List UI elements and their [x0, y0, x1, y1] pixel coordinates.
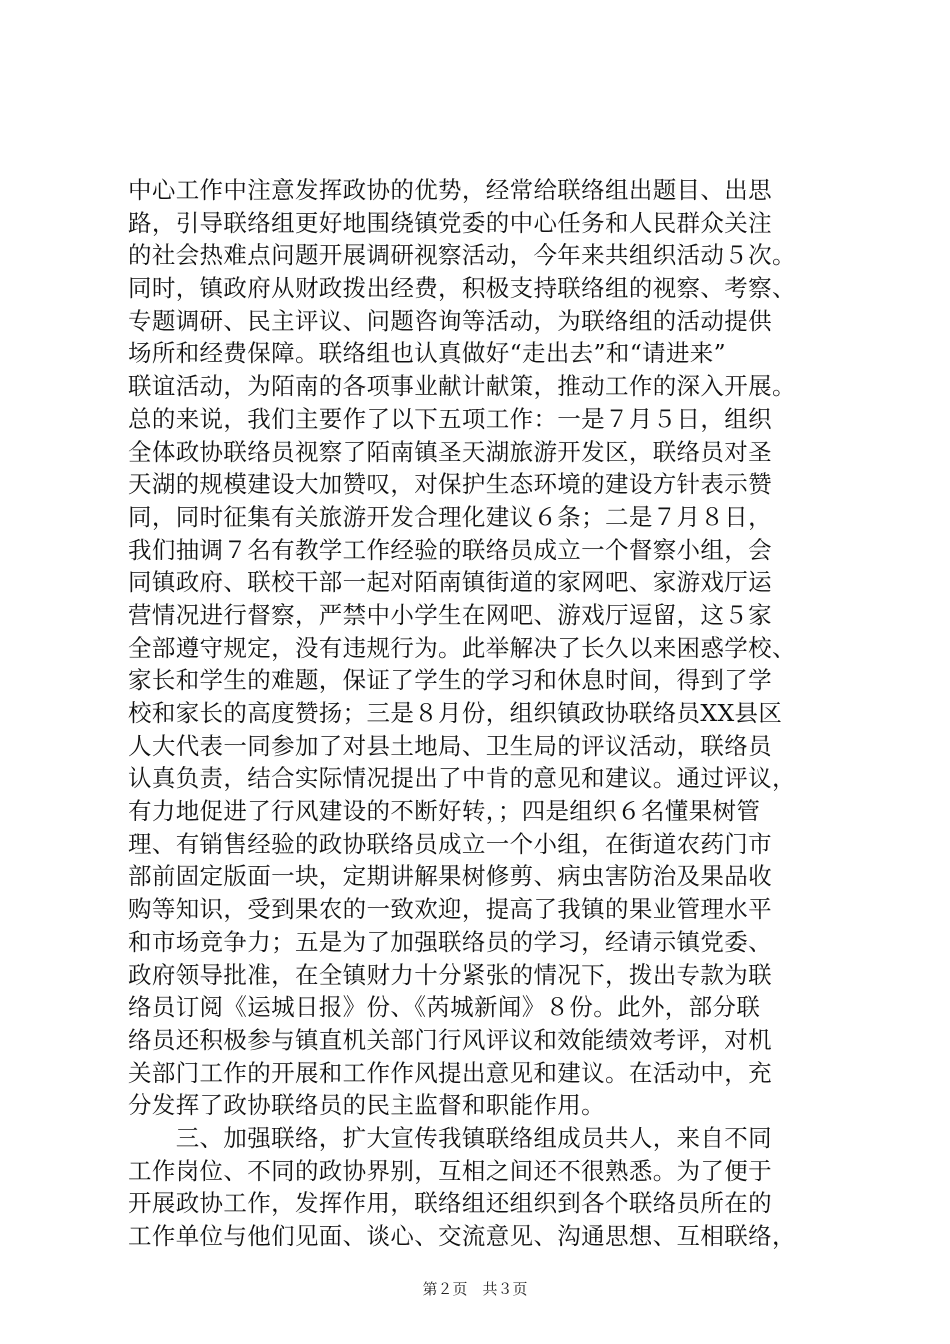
text-line: 全体政协联络员视察了陌南镇圣天湖旅游开发区，联络员对圣 — [128, 437, 772, 466]
text-line: 中心工作中注意发挥政协的优势，经常给联络组出题目、出思 — [128, 176, 772, 204]
text-line: 有力地促进了行风建设的不断好转，；四是组织６名懂果树管 — [128, 797, 761, 826]
text-line: 三、加强联络，扩大宣传我镇联络组成员共人，来自不同 — [128, 1123, 772, 1152]
text-line: 络员还积极参与镇直机关部门行风评议和效能绩效考评，对机 — [128, 1025, 772, 1054]
text-line: 全部遵守规定，没有违规行为。此举解决了长久以来困惑学校、 — [128, 633, 796, 662]
text-line: 分发挥了政协联络员的民主监督和职能作用。 — [128, 1091, 605, 1120]
text-line: 家长和学生的难题，保证了学生的学习和休息时间，得到了学 — [128, 666, 772, 695]
text-line: 理、有销售经验的政协联络员成立一个小组，在街道农药门市 — [128, 829, 772, 858]
text-line: 同时，镇政府从财政拨出经费，积极支持联络组的视察、考察、 — [128, 274, 796, 303]
text-line: 专题调研、民主评议、问题咨询等活动，为联络组的活动提供 — [128, 306, 772, 335]
text-line: 部前固定版面一块，定期讲解果树修剪、病虫害防治及果品收 — [128, 862, 772, 891]
text-line: 络员订阅《运城日报》份、《芮城新闻》８份。此外，部分联 — [128, 993, 761, 1022]
text-line: 工作岗位、不同的政协界别，互相之间还不很熟悉。为了便于 — [128, 1156, 772, 1185]
text-line: 人大代表一同参加了对县土地局、卫生局的评议活动，联络员 — [128, 731, 772, 760]
text-line: 联谊活动，为陌南的各项事业献计献策，推动工作的深入开展。 — [128, 372, 796, 401]
text-line: 认真负责，结合实际情况提出了中肯的意见和建议。通过评议， — [128, 764, 796, 793]
page-number-footer: 第２页 共３页 — [422, 1280, 528, 1298]
text-line: 和市场竞争力；五是为了加强联络员的学习，经请示镇党委、 — [128, 927, 772, 956]
text-line: 同，同时征集有关旅游开发合理化建议６条；二是７月８日， — [128, 502, 772, 531]
text-line: 路，引导联络组更好地围绕镇党委的中心任务和人民群众关注 — [128, 208, 772, 237]
text-line: 同镇政府、联校干部一起对陌南镇街道的家网吧、家游戏厅运 — [128, 568, 772, 597]
text-line: 我们抽调７名有教学工作经验的联络员成立一个督察小组，会 — [128, 535, 772, 564]
body-text — [128, 174, 840, 1253]
text-line: 营情况进行督察，严禁中小学生在网吧、游戏厅逗留，这５家 — [128, 600, 772, 629]
text-line: 政府领导批准，在全镇财力十分紧张的情况下，拨出专款为联 — [128, 960, 772, 989]
text-line: 购等知识，受到果农的一致欢迎，提高了我镇的果业管理水平 — [128, 895, 772, 924]
text-line: 天湖的规模建设大加赞叹，对保护生态环境的建设方针表示赞 — [128, 470, 772, 499]
text-line: 的社会热难点问题开展调研视察活动，今年来共组织活动５次。 — [128, 241, 796, 270]
text-line: 工作单位与他们见面、谈心、交流意见、沟通思想、互相联络， — [128, 1222, 796, 1250]
text-line: 校和家长的高度赞扬；三是８月份，组织镇政协联络员XX县区 — [128, 699, 783, 727]
text-line: 总的来说，我们主要作了以下五项工作：一是７月５日，组织 — [128, 404, 772, 433]
text-line: 开展政协工作，发挥作用，联络组还组织到各个联络员所在的 — [128, 1189, 772, 1218]
text-line: 场所和经费保障。联络组也认真做好“走出去”和“请进来” — [128, 339, 727, 368]
text-line: 关部门工作的开展和工作作风提出意见和建议。在活动中，充 — [128, 1058, 772, 1087]
